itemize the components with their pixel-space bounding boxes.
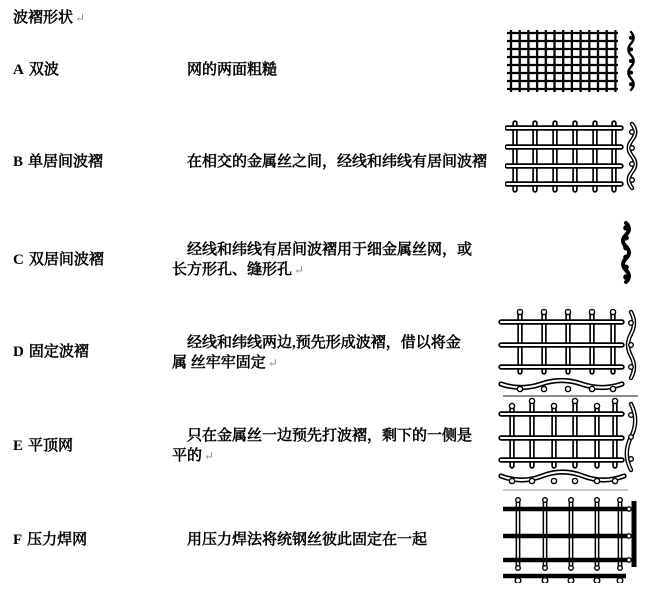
description-line: 只在金属丝一边预先打波褶，剩下的一侧是 [187, 428, 473, 444]
row-description-e [172, 426, 482, 466]
row-name: 双波 [28, 62, 59, 78]
row-name: 平顶网 [28, 438, 74, 454]
row-label-f [13, 530, 87, 550]
mesh-illustration-f [498, 495, 644, 583]
description-line: 网的两面粗糙 [187, 62, 278, 78]
mesh-illustration-a [505, 28, 641, 96]
paragraph-mark-icon: ↵ [294, 263, 305, 277]
row-name: 双居间波褶 [28, 252, 104, 268]
row-label-e [13, 436, 73, 456]
row-label-d [13, 342, 89, 362]
row-description-a [172, 60, 482, 80]
row-description-d [172, 333, 482, 373]
mesh-illustration-b [505, 120, 641, 194]
row-letter: F [13, 532, 23, 548]
description-line [172, 353, 482, 373]
paragraph-mark-icon: ↵ [204, 449, 215, 463]
description-text: 属 丝牢牢固定 [172, 355, 266, 371]
mesh-illustration-c [612, 220, 642, 286]
description-text: 平的 [172, 448, 203, 464]
row-label-b [13, 152, 103, 172]
page-title-text: 波褶形状 [13, 10, 74, 26]
mesh-illustration-d [498, 308, 644, 400]
row-letter: D [13, 344, 24, 360]
row-name: 单居间波褶 [28, 154, 104, 170]
description-line: 经线和纬线两边,预先形成波褶，借以将金 [187, 335, 461, 351]
description-line: 用压力焊法将统钢丝彼此固定在一起 [187, 532, 428, 548]
description-line: 经线和纬线有居间波褶用于细金属丝网，或 [187, 242, 473, 258]
paragraph-mark-icon: ↵ [267, 356, 278, 370]
row-letter: E [13, 438, 24, 454]
description-line: 在相交的金属丝之间，经线和纬线有居间波褶 [187, 154, 488, 170]
row-letter: A [13, 62, 24, 78]
mesh-illustration-e [498, 394, 644, 494]
row-description-b [172, 152, 488, 172]
row-letter: C [13, 252, 24, 268]
description-line [172, 446, 482, 466]
row-letter: B [13, 154, 24, 170]
row-name: 压力焊网 [27, 532, 88, 548]
row-label-c [13, 250, 104, 270]
paragraph-mark-icon: ↵ [75, 11, 86, 25]
row-description-f [172, 530, 482, 550]
description-line [172, 260, 482, 280]
page-title [13, 8, 85, 28]
description-text: 长方形孔、缝形孔 [172, 262, 293, 278]
row-name: 固定波褶 [28, 344, 89, 360]
row-description-c [172, 240, 482, 280]
row-label-a [13, 60, 59, 80]
